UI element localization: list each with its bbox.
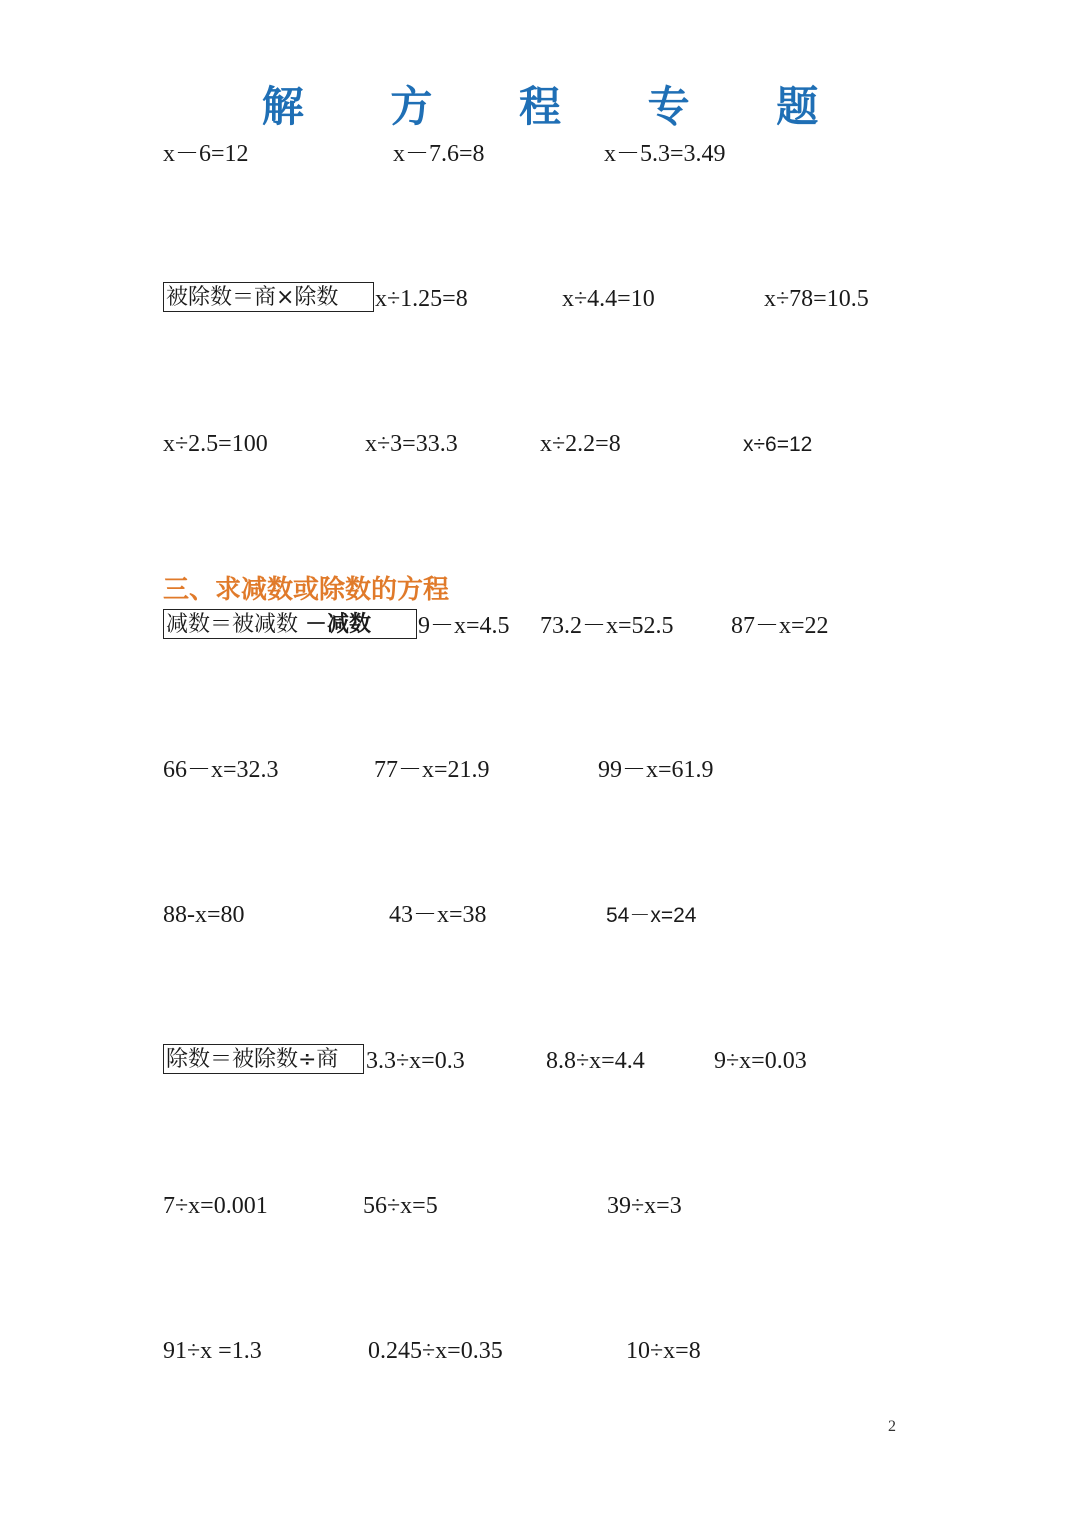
equation: 99－x=61.9 xyxy=(598,757,714,783)
equation: 91÷x =1.3 xyxy=(163,1338,262,1364)
equation: 8.8÷x=4.4 xyxy=(546,1048,645,1074)
equation: x÷2.2=8 xyxy=(540,431,621,457)
equation: 77－x=21.9 xyxy=(374,757,490,783)
equation: x÷4.4=10 xyxy=(562,286,655,312)
equation: x÷1.25=8 xyxy=(375,286,468,312)
equation: x－6=12 xyxy=(163,141,249,167)
equation: 88-x=80 xyxy=(163,902,245,928)
rule-box-subtrahend xyxy=(163,609,417,639)
equation: 87－x=22 xyxy=(731,613,829,639)
page-number: 2 xyxy=(888,1418,896,1435)
equation: 0.245÷x=0.35 xyxy=(368,1338,503,1364)
equation: x÷2.5=100 xyxy=(163,431,268,457)
page-title: 解 方 程 专 题 xyxy=(261,82,855,131)
section-heading: 三、求减数或除数的方程 xyxy=(163,575,450,605)
equation: 3.3÷x=0.3 xyxy=(366,1048,465,1074)
equation: x－7.6=8 xyxy=(393,141,485,167)
rule-text: 减数＝被减数 xyxy=(166,612,299,637)
equation: 54－x=24 xyxy=(606,904,697,927)
rule-box-dividend: 被除数＝商×除数 xyxy=(163,282,374,312)
equation: x÷3=33.3 xyxy=(365,431,458,457)
equation: 7÷x=0.001 xyxy=(163,1193,268,1219)
equation: x－5.3=3.49 xyxy=(604,141,726,167)
equation: x÷6=12 xyxy=(743,433,813,456)
rule-box-divisor: 除数＝被除数÷商 xyxy=(163,1044,364,1074)
equation: 9÷x=0.03 xyxy=(714,1048,807,1074)
equation: 39÷x=3 xyxy=(607,1193,682,1219)
equation: 73.2－x=52.5 xyxy=(540,613,674,639)
equation: 66－x=32.3 xyxy=(163,757,279,783)
equation: 43－x=38 xyxy=(389,902,487,928)
equation: x÷78=10.5 xyxy=(764,286,869,312)
equation: 56÷x=5 xyxy=(363,1193,438,1219)
equation: 10÷x=8 xyxy=(626,1338,701,1364)
equation: 9－x=4.5 xyxy=(418,613,510,639)
rule-text-bold: －减数 xyxy=(305,612,372,637)
